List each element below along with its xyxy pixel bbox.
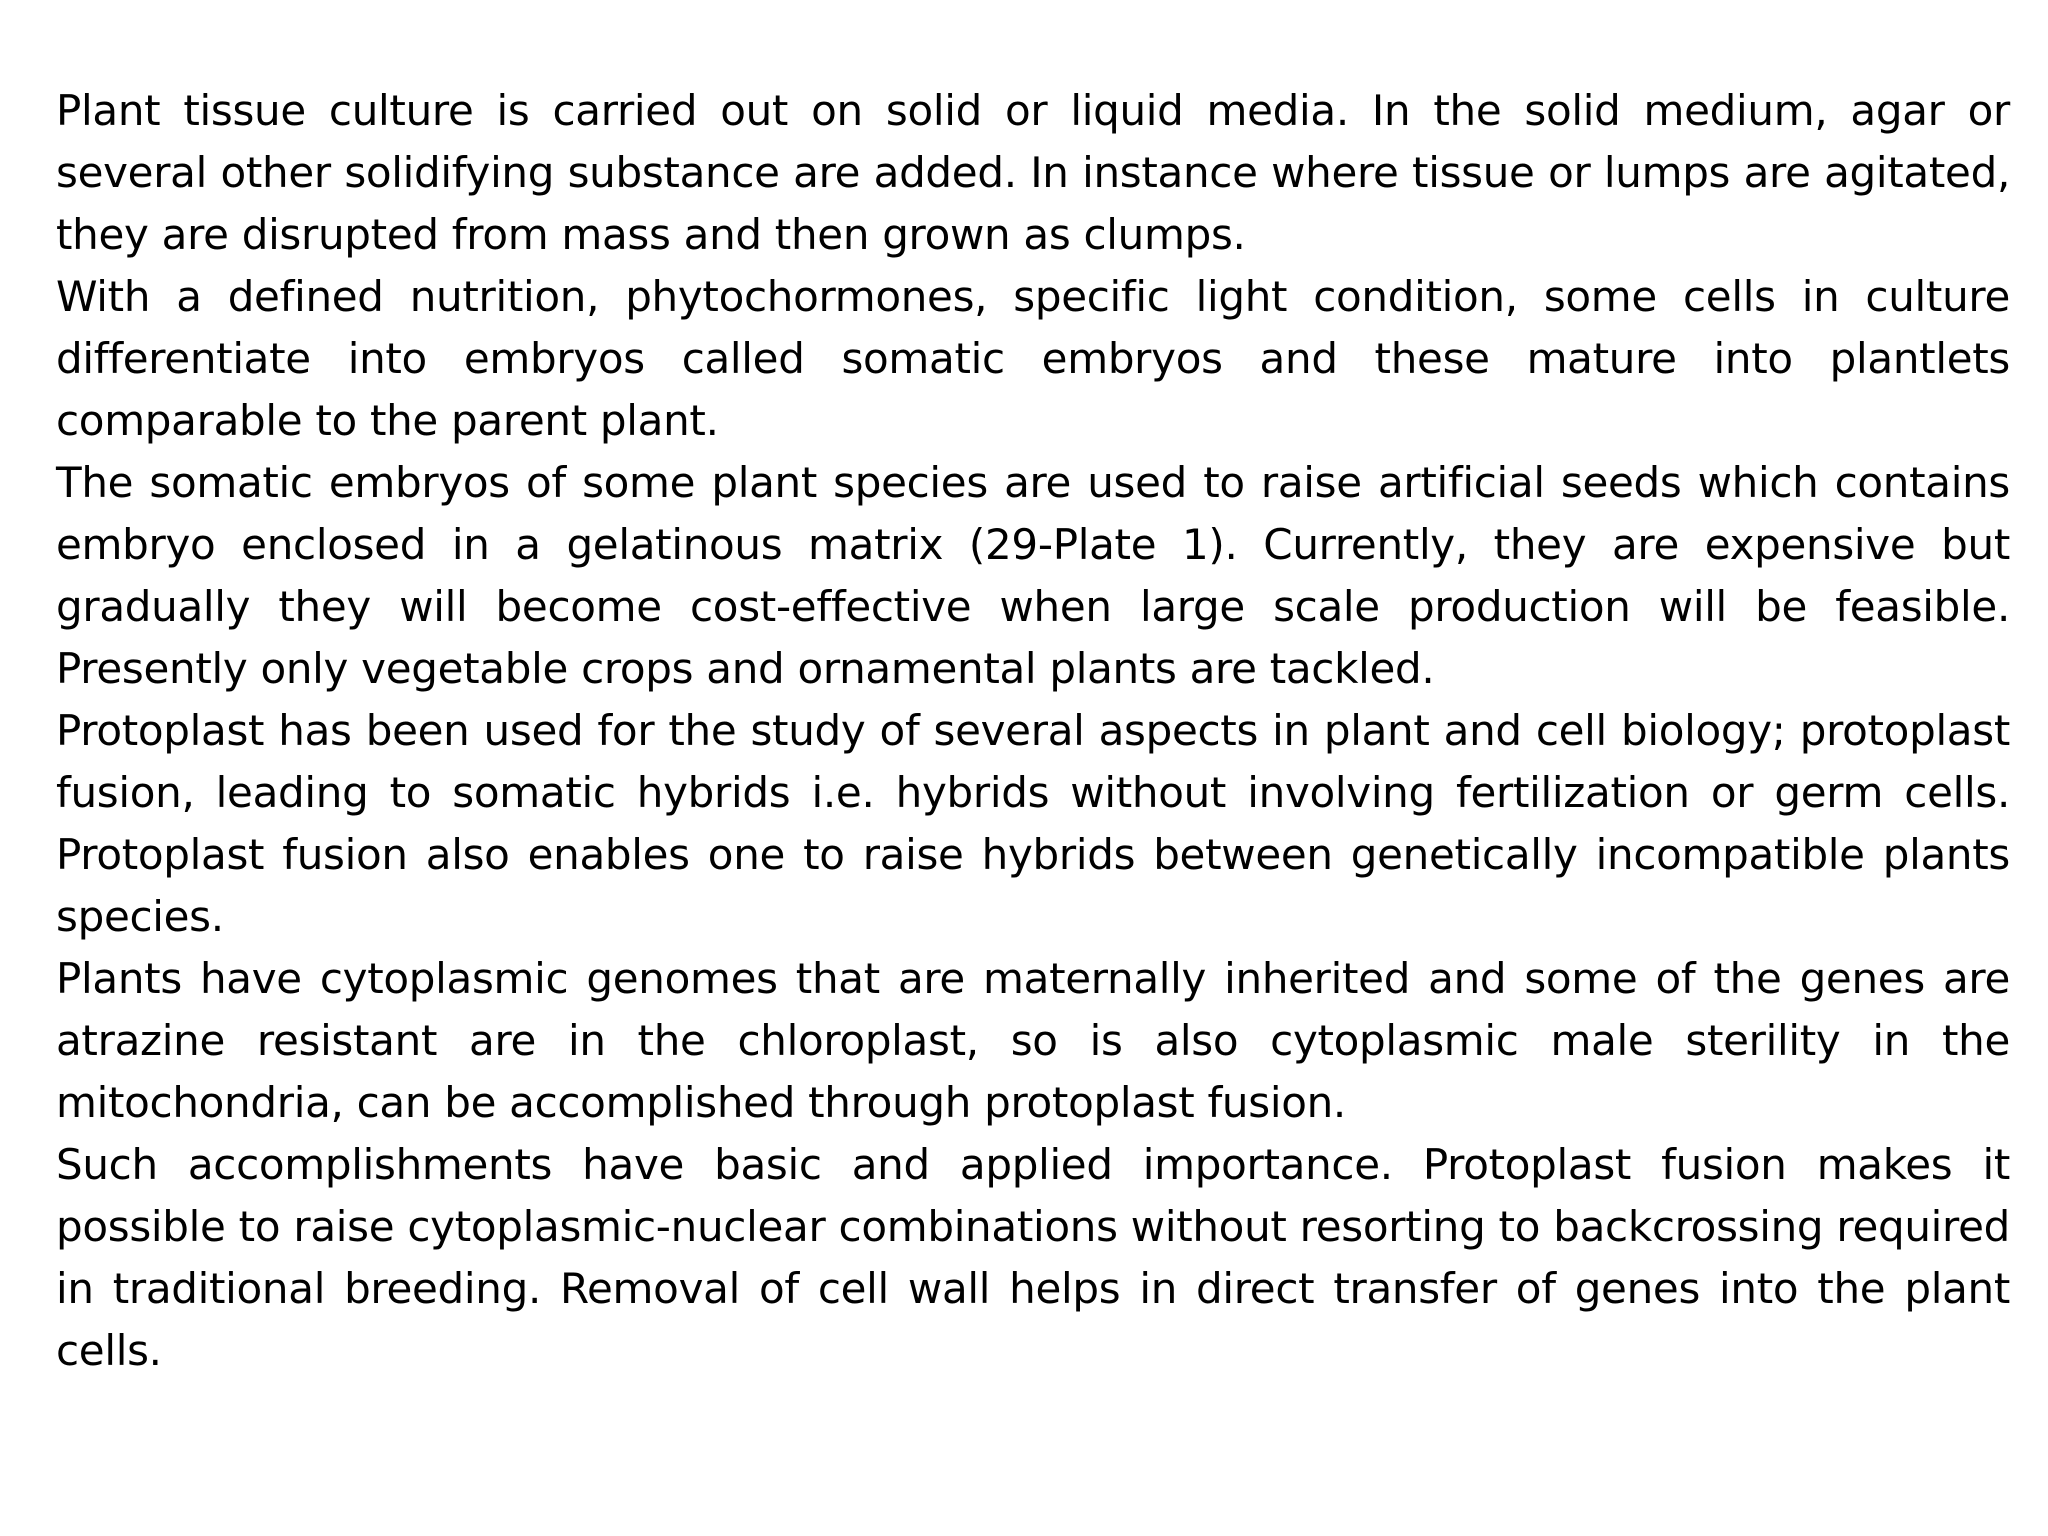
paragraph-artificial-seeds: The somatic embryos of some plant species are used to raise artificial seeds which contains embryo enclosed in a gelatinous matrix (29-Plate 1). Currently, they are expensive but gradually they will become cost-effective when large scale production will be feasible. Presently only vegetable crops and ornamental plants are tackled. xyxy=(56,458,2010,693)
text-body xyxy=(56,80,2010,1382)
paragraph-protoplast-fusion: Protoplast has been used for the study of several aspects in plant and cell biology; protoplast fusion, leading to somatic hybrids i.e. hybrids without involving fertilization or germ cells. Protoplast fusion also enables one to raise hybrids between genetically incompatible plants species. xyxy=(56,706,2010,941)
paragraph-somatic-embryos: With a defined nutrition, phytochormones, specific light condition, some cells in culture differentiate into embryos called somatic embryos and these mature into plantlets comparable to the parent plant. xyxy=(56,272,2010,445)
paragraph-accomplishments: Such accomplishments have basic and applied importance. Protoplast fusion makes it possible to raise cytoplasmic-nuclear combinations without resorting to backcrossing required in traditional breeding. Removal of cell wall helps in direct transfer of genes into the plant cells. xyxy=(56,1140,2010,1375)
paragraph-tissue-culture-media: Plant tissue culture is carried out on solid or liquid media. In the solid medium, agar or several other solidifying substance are added. In instance where tissue or lumps are agitated, they are disrupted from mass and then grown as clumps. xyxy=(56,86,2010,259)
paragraph-cytoplasmic-genomes: Plants have cytoplasmic genomes that are maternally inherited and some of the genes are atrazine resistant are in the chloroplast, so is also cytoplasmic male sterility in the mitochondria, can be accomplished through protoplast fusion. xyxy=(56,954,2010,1127)
